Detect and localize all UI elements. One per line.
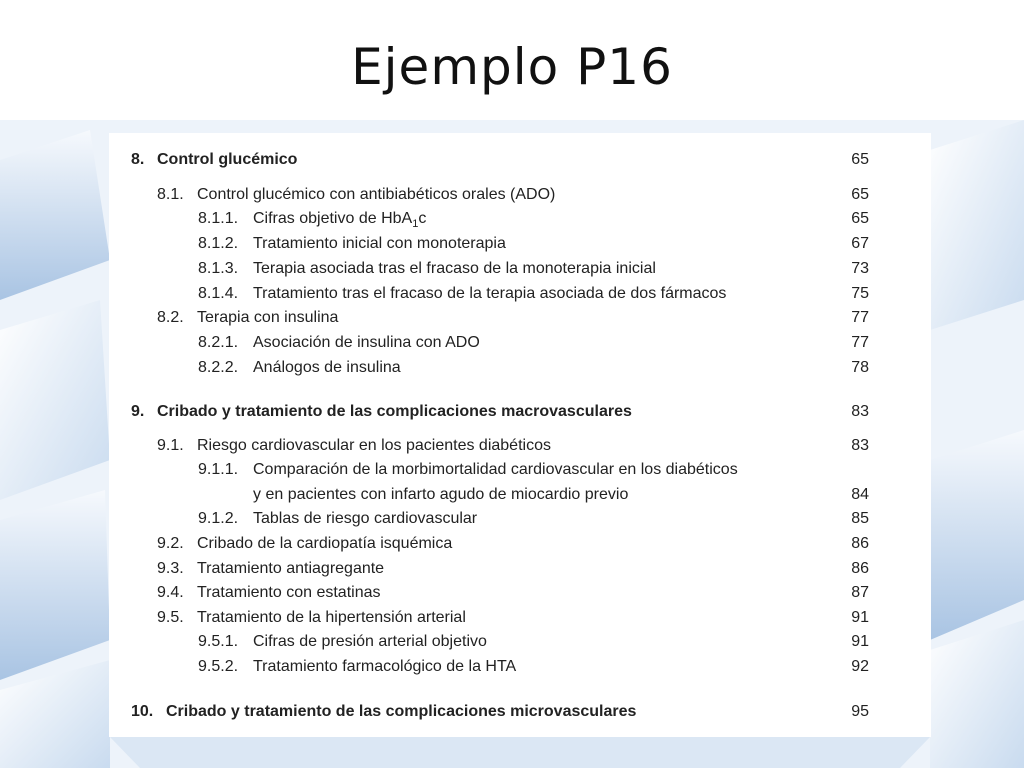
toc-number: 9.1.: [157, 437, 184, 454]
toc-number: 9.1.2.: [198, 510, 239, 527]
toc-number: 8.1.3.: [198, 260, 239, 277]
toc-title: Tratamiento de la hipertensión arterial: [197, 609, 466, 626]
toc-page: 67: [851, 235, 869, 252]
toc-number: 9.: [131, 403, 145, 420]
toc-title-continuation: y en pacientes con infarto agudo de miocardio previo: [253, 486, 629, 503]
toc-number: 8.1.2.: [198, 235, 239, 252]
toc-title: Terapia asociada tras el fracaso de la monoterapia inicial: [253, 260, 656, 277]
toc-page: 91: [851, 633, 869, 650]
toc-number: 8.2.2.: [198, 359, 239, 376]
toc-title: Terapia con insulina: [197, 309, 339, 326]
toc-page: 95: [851, 703, 869, 720]
toc-title: Tratamiento con estatinas: [197, 584, 381, 601]
toc-number: 9.2.: [157, 535, 184, 552]
toc-number: 8.1.: [157, 186, 184, 203]
toc-page: 86: [851, 535, 869, 552]
toc-page: 78: [851, 359, 869, 376]
toc-number: 8.1.4.: [198, 285, 239, 302]
toc-title: Tablas de riesgo cardiovascular: [253, 510, 478, 527]
toc-title-part: Cifras objetivo de HbA: [253, 210, 413, 227]
slide-title: Ejemplo P16: [351, 38, 673, 96]
toc-title: Análogos de insulina: [253, 359, 401, 376]
toc-title: Cribado y tratamiento de las complicaciones microvasculares: [166, 703, 637, 720]
toc-title: Comparación de la morbimortalidad cardiovascular en los diabéticos: [253, 461, 738, 478]
toc-title-subscript: 1: [412, 218, 419, 230]
toc-title: Tratamiento tras el fracaso de la terapia asociada de dos fármacos: [253, 285, 727, 302]
toc-page: 83: [851, 437, 869, 454]
toc-title: Control glucémico con antibiabéticos orales (ADO): [197, 186, 556, 203]
toc-number: 10.: [131, 703, 154, 720]
toc-page: 92: [851, 658, 869, 675]
toc-title: Cribado y tratamiento de las complicaciones macrovasculares: [157, 403, 632, 420]
toc-page: 65: [851, 210, 869, 227]
toc-page: 87: [851, 584, 869, 601]
toc-page: 65: [851, 186, 869, 203]
toc-number: 8.2.1.: [198, 334, 239, 351]
toc-number: 8.1.1.: [198, 210, 239, 227]
toc-page: 83: [851, 403, 869, 420]
toc-title: Riesgo cardiovascular en los pacientes diabéticos: [197, 437, 551, 454]
toc-page: 84: [851, 486, 869, 503]
toc-title: Control glucémico: [157, 151, 298, 168]
toc-title: Cribado de la cardiopatía isquémica: [197, 535, 453, 552]
toc-page: 75: [851, 285, 869, 302]
toc-page: 85: [851, 510, 869, 527]
toc-number: 9.1.1.: [198, 461, 239, 478]
toc-number: 9.5.1.: [198, 633, 239, 650]
toc-title: Tratamiento inicial con monoterapia: [253, 235, 506, 252]
toc-number: 9.4.: [157, 584, 184, 601]
toc-page: 77: [851, 334, 869, 351]
toc-number: 8.2.: [157, 309, 184, 326]
toc-page: 86: [851, 560, 869, 577]
toc-page: 77: [851, 309, 869, 326]
toc-title: Tratamiento farmacológico de la HTA: [253, 658, 517, 675]
toc-title: Asociación de insulina con ADO: [253, 334, 480, 351]
toc-title: [253, 210, 426, 233]
toc-title: Cifras de presión arterial objetivo: [253, 633, 487, 650]
toc-title: Tratamiento antiagregante: [197, 560, 385, 577]
toc-title-part: c: [418, 210, 427, 227]
toc-page: 73: [851, 260, 869, 277]
table-of-contents: [109, 133, 931, 737]
toc-page: 91: [851, 609, 869, 626]
toc-number: 8.: [131, 151, 145, 168]
toc-number: 9.5.: [157, 609, 184, 626]
toc-number: 9.3.: [157, 560, 184, 577]
toc-page: 65: [851, 151, 869, 168]
toc-number: 9.5.2.: [198, 658, 239, 675]
